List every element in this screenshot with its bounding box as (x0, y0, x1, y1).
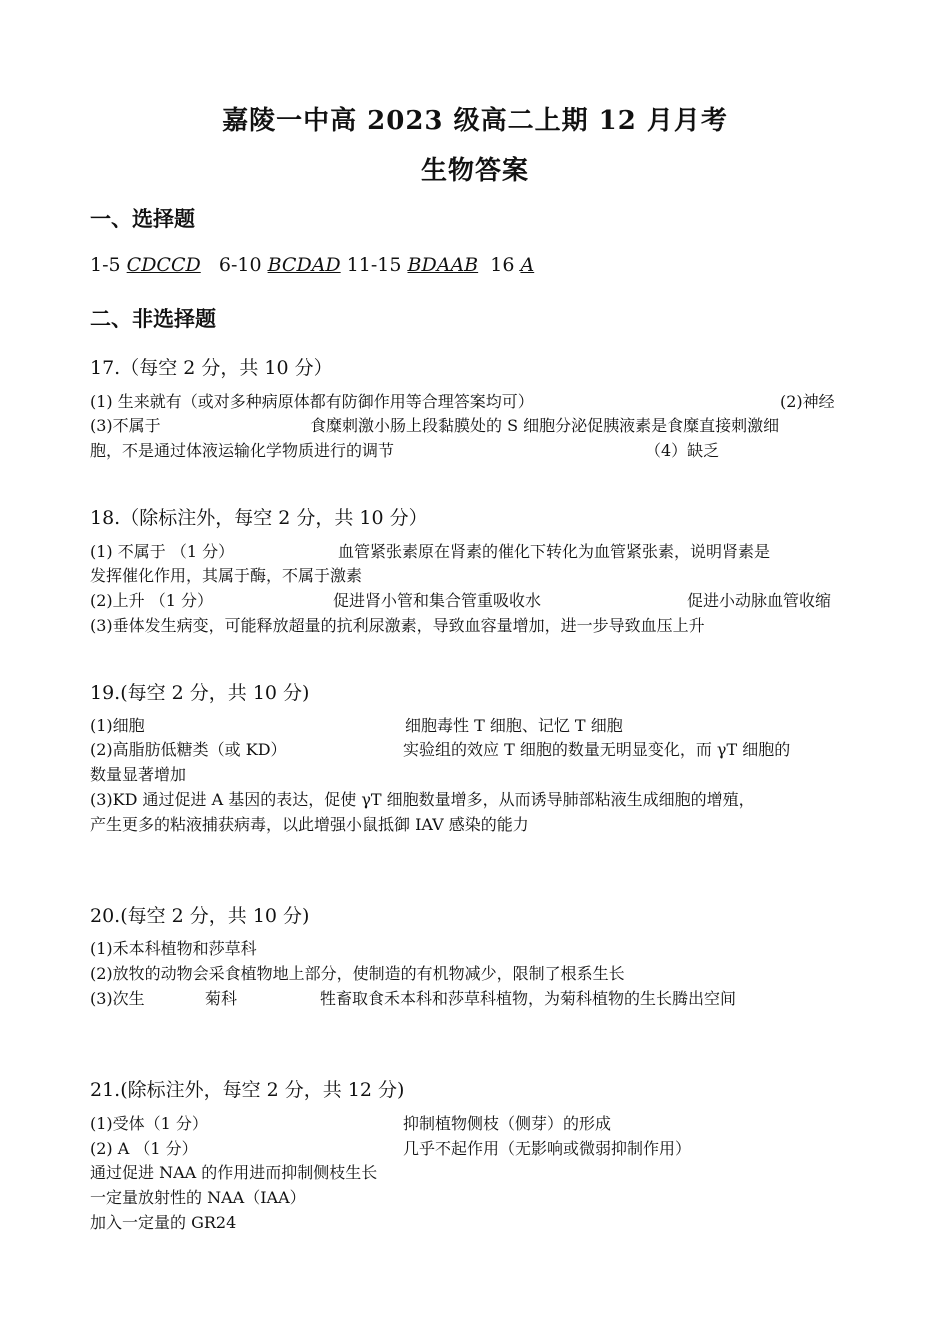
q19-line: (3)KD 通过促进 A 基因的表达，促使 γT 细胞数量增多，从而诱导肺部粘液生成细胞的增殖， (90, 790, 755, 809)
question-17-heading: 17.（每空 2 分，共 10 分） (90, 357, 333, 379)
q19-line: 细胞毒性 T 细胞、记忆 T 细胞 (405, 716, 623, 735)
page-title: 嘉陵一中高 2023 级高二上期 12 月月考 (222, 106, 728, 136)
q20-line: 牲畜取食禾本科和莎草科植物，为菊科植物的生长腾出空间 (320, 989, 737, 1008)
q21-line: 一定量放射性的 NAA（IAA） (90, 1188, 306, 1207)
q19-line: (2)高脂肪低糖类（或 KD） (90, 740, 287, 759)
answer-range: 6-10 (218, 254, 262, 276)
q18-line: 促进肾小管和集合管重吸收水 (333, 591, 542, 610)
q17-line: （4）缺乏 (645, 441, 720, 460)
answer-key: CDCCD (126, 254, 201, 276)
q18-line: (2)上升 （1 分） (90, 591, 214, 610)
section-heading-non-choice: 二、非选择题 (90, 306, 216, 331)
q21-line: (1)受体（1 分） (90, 1114, 208, 1133)
q19-line: 数量显著增加 (90, 765, 187, 784)
q17-line: 胞，不是通过体液运输化学物质进行的调节 (90, 441, 395, 460)
page-subtitle: 生物答案 (420, 156, 529, 186)
answer-key: BCDAD (267, 254, 341, 276)
q17-line: (1) 生来就有（或对多种病原体都有防御作用等合理答案均可） (90, 392, 534, 411)
q19-line: (1)细胞 (90, 716, 145, 735)
q21-line: 加入一定量的 GR24 (90, 1213, 237, 1232)
answer-key: BDAAB (407, 254, 479, 276)
q18-line: 血管紧张素原在肾素的催化下转化为血管紧张素，说明肾素是 (338, 542, 771, 561)
q19-line: 实验组的效应 T 细胞的数量无明显变化，而 γT 细胞的 (403, 740, 791, 759)
q17-line: 食糜刺激小肠上段黏膜处的 S 细胞分泌促胰液素是食糜直接刺激细 (310, 416, 780, 435)
answer-range: 16 (490, 254, 515, 276)
q20-line: (2)放牧的动物会采食植物地上部分，使制造的有机物减少，限制了根系生长 (90, 964, 625, 983)
question-21-heading: 21.(除标注外，每空 2 分，共 12 分) (90, 1079, 405, 1101)
question-19-heading: 19.(每空 2 分，共 10 分) (90, 682, 310, 704)
q18-line: 促进小动脉血管收缩 (687, 591, 832, 610)
q18-line: (1) 不属于 （1 分） (90, 542, 235, 561)
q21-line: (2) A （1 分） (90, 1139, 198, 1158)
q21-line: 抑制植物侧枝（侧芽）的形成 (403, 1114, 612, 1133)
q17-line: (2)神经 (780, 392, 835, 411)
choice-answers (90, 254, 534, 276)
q20-line: 菊科 (205, 989, 238, 1008)
q20-line: (1)禾本科植物和莎草科 (90, 939, 257, 958)
q19-line: 产生更多的粘液捕获病毒，以此增强小鼠抵御 IAV 感染的能力 (90, 815, 529, 834)
answer-range: 1-5 (90, 254, 121, 276)
question-20-heading: 20.(每空 2 分，共 10 分) (90, 905, 310, 927)
answer-range: 11-15 (346, 254, 402, 276)
q21-line: 几乎不起作用（无影响或微弱抑制作用） (403, 1139, 692, 1158)
q21-line: 通过促进 NAA 的作用进而抑制侧枝生长 (90, 1163, 378, 1182)
q20-line: (3)次生 (90, 989, 145, 1008)
q17-line: (3)不属于 (90, 416, 161, 435)
q18-line: 发挥催化作用，其属于酶，不属于激素 (90, 566, 363, 585)
answer-key: A (520, 254, 535, 276)
section-heading-choice: 一、选择题 (90, 206, 195, 231)
question-18-heading: 18.（除标注外，每空 2 分，共 10 分） (90, 507, 428, 529)
q18-line: (3)垂体发生病变，可能释放超量的抗利尿激素，导致血容量增加，进一步导致血压上升 (90, 616, 705, 635)
